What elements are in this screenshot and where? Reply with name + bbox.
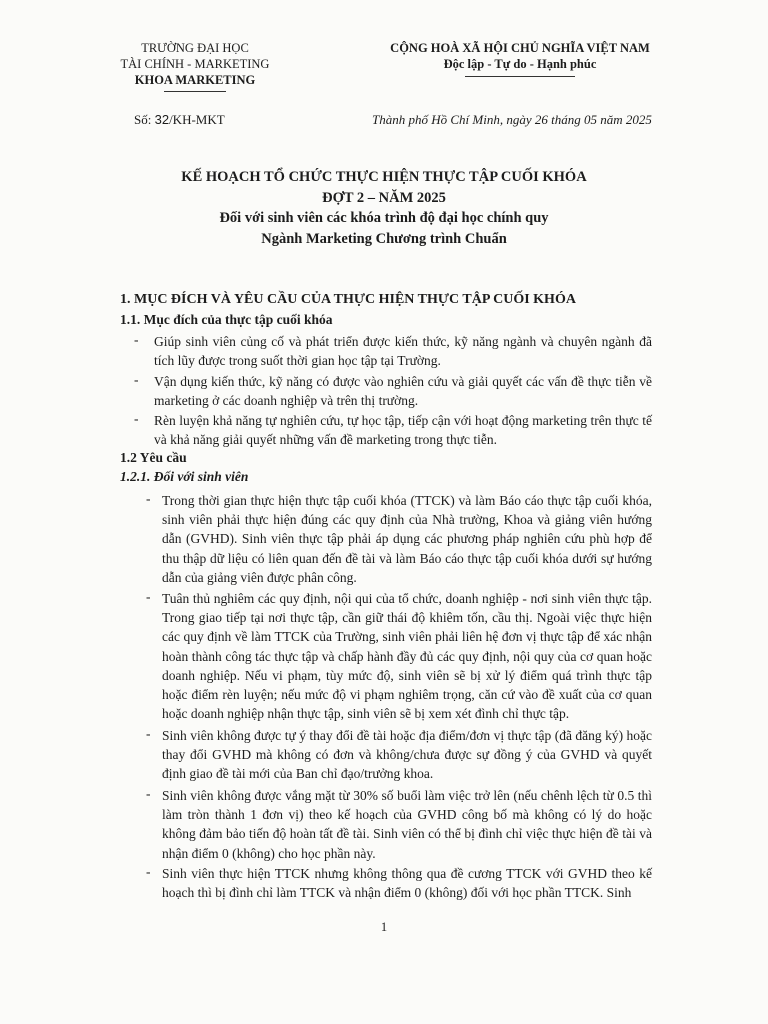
- document-number: [134, 112, 225, 128]
- section-1-heading: 1. MỤC ĐÍCH VÀ YÊU CẦU CỦA THỰC HIỆN THỰC TẬP CUỐI KHÓA: [120, 292, 576, 307]
- section-1-2-heading: 1.2 Yêu cầu: [120, 450, 187, 465]
- university-line-1: TRƯỜNG ĐẠI HỌC: [141, 41, 249, 55]
- student-rule-2: Tuân thủ nghiêm các quy định, nội qui của tổ chức, doanh nghiệp - nơi sinh viên thực tập. Trong giao tiếp tại nơi thực tập, cần giữ thái độ khiêm tốn, cầu thị. Ngoài việc thực hiện các quy định về làm TTCK của Trường, sinh viên phải liên hệ đơn vị thực tập để xác nhận hoàn thành công tác thực tập và chấp hành đầy đủ các quy định, nội quy của cơ quan hoặc doanh nghiệp. Nếu vi phạm, tùy mức độ, sinh viên sẽ bị xử lý điểm quá trình thực tập hoặc điểm rèn luyện; nếu mức độ vi phạm nghiêm trọng, căn cứ vào đề xuất của cơ quan hoặc doanh nghiệp nhận thực tập, sinh viên sẽ bị xem xét đình chỉ thực tập.: [162, 591, 652, 722]
- university-line-2: TÀI CHÍNH - MARKETING: [120, 57, 270, 71]
- bullet-dash: -: [146, 589, 151, 604]
- place-and-date: Thành phố Hồ Chí Minh, ngày 26 tháng 05 năm 2025: [372, 112, 652, 127]
- org-underline: [164, 91, 226, 92]
- doc-no-suffix: /KH-MKT: [169, 112, 225, 127]
- title-line-4: Ngành Marketing Chương trình Chuẩn: [261, 230, 507, 247]
- doc-no-value: 32: [154, 112, 170, 127]
- section-1-2-1-heading: 1.2.1. Đối với sinh viên: [120, 469, 249, 484]
- title-line-2: ĐỢT 2 – NĂM 2025: [322, 189, 446, 206]
- faculty-name: KHOA MARKETING: [134, 73, 256, 87]
- title-line-1: KẾ HOẠCH TỔ CHỨC THỰC HIỆN THỰC TẬP CUỐI KHÓA: [181, 169, 587, 185]
- bullet-dash: -: [134, 332, 139, 347]
- doc-no-label: Số:: [134, 112, 152, 127]
- national-motto: Độc lập - Tự do - Hạnh phúc: [443, 57, 597, 71]
- purpose-bullet-2: Vận dụng kiến thức, kỹ năng có được vào nghiên cứu và giải quyết các vấn đề thực tiễn về marketing ở các doanh nghiệp và trên thị trường.: [154, 374, 652, 409]
- student-rule-1: Trong thời gian thực hiện thực tập cuối khóa (TTCK) và làm Báo cáo thực tập cuối khóa, sinh viên phải thực hiện đúng các quy định của Nhà trường, Khoa và giảng viên hướng dẫn (GVHD). Sinh viên thực tập phải áp dụng các phương pháp nghiên cứu phù hợp để thu thập dữ liệu có liên quan đến đề tài và làm Báo cáo thực tập cuối khóa dưới sự hướng dẫn của giảng viên được phân công.: [162, 493, 652, 585]
- bullet-dash: -: [146, 491, 151, 506]
- issuing-organization: [120, 40, 270, 92]
- student-rule-5: Sinh viên thực hiện TTCK nhưng không thông qua đề cương TTCK với GVHD theo kế hoạch thì bị đình chỉ làm TTCK và nhận điểm 0 (không) đối với học phần TTCK. Sinh: [162, 866, 652, 901]
- bullet-dash: -: [134, 372, 139, 387]
- purpose-bullet-3: Rèn luyện khả năng tự nghiên cứu, tự học tập, tiếp cận với hoạt động marketing trên thực tế và khả năng giải quyết những vấn đề marketing trong thực tiễn.: [154, 413, 652, 448]
- title-line-3: Đối với sinh viên các khóa trình độ đại học chính quy: [219, 210, 549, 226]
- bullet-dash: -: [146, 864, 151, 879]
- bullet-dash: -: [134, 411, 139, 426]
- document-title: [100, 167, 668, 249]
- student-rule-3: Sinh viên không được tự ý thay đổi đề tài hoặc địa điểm/đơn vị thực tập (đã đăng ký) hoặc thay đổi GVHD mà không có đơn và không/chưa được sự đồng ý của GVHD và quyết định giao đề tài mới của Ban chỉ đạo/trưởng khoa.: [162, 728, 652, 782]
- purpose-bullet-1: Giúp sinh viên củng cố và phát triển được kiến thức, kỹ năng ngành và chuyên ngành đã tích lũy được trong suốt thời gian học tập tại Trường.: [154, 334, 652, 369]
- motto-underline: [465, 76, 575, 77]
- nation-name: CỘNG HOÀ XÃ HỘI CHỦ NGHĨA VIỆT NAM: [390, 41, 650, 55]
- student-rule-4: Sinh viên không được vắng mặt từ 30% số buổi làm việc trở lên (nếu chênh lệch từ 0.5 thì làm tròn thành 1 đơn vị) theo kế hoạch của GVHD công bố mà không có lý do hoặc không đảm bảo tiến độ hoàn tất đề tài. Sinh viên có thể bị đình chỉ việc thực hiện đề tài và nhận điểm 0 (không) cho học phần này.: [162, 788, 652, 861]
- page-number: 1: [380, 920, 388, 934]
- national-heading: [360, 40, 680, 77]
- bullet-dash: -: [146, 786, 151, 801]
- bullet-dash: -: [146, 726, 151, 741]
- section-1-1-heading: 1.1. Mục đích của thực tập cuối khóa: [120, 312, 333, 327]
